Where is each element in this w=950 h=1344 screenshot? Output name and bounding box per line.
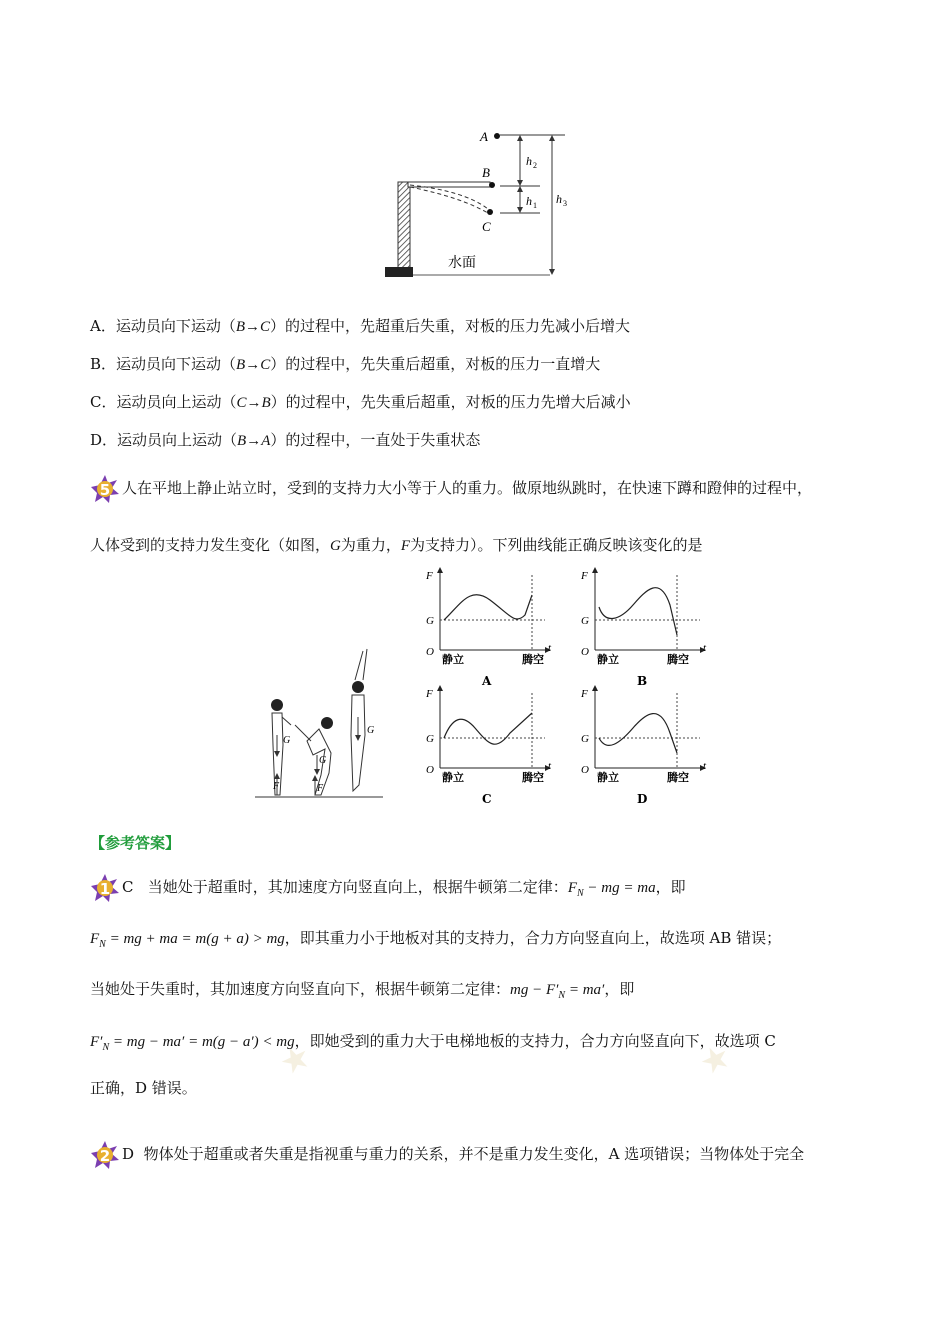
graph-letter: B (637, 674, 648, 688)
svg-text:2: 2 (99, 1147, 111, 1165)
axis-g-label: G (426, 615, 434, 627)
force-curve (444, 595, 532, 620)
answer-1-line4: $F'_N$ = mg − ma′ = m(g − a′) < mg，即她受到的重力大于电梯地板的支持力，合力方向竖直向下，故选项 C (90, 1032, 776, 1053)
label-b: B (482, 165, 490, 180)
axis-f-label: F (426, 688, 433, 700)
answer-1-line1: 1 C 当她处于超重时，其加速度方向竖直向上，根据牛顿第二定律：$F_N$ − mg = ma，即 (90, 873, 686, 903)
graph-d (575, 683, 710, 808)
air-label: 腾空 (667, 771, 689, 784)
origin-label: O (581, 646, 589, 658)
air-label: 腾空 (522, 653, 544, 666)
answer-header: 【参考答案】 (90, 834, 181, 852)
point-b (489, 182, 495, 188)
question-number-badge (90, 474, 120, 504)
axis-t-label: t (703, 760, 707, 772)
answer-1-choice: C (122, 878, 134, 896)
label-h3: h (556, 192, 562, 206)
graph-letter: C (482, 792, 492, 806)
graph-b (575, 565, 710, 690)
option-d: D．运动员向上运动（B→A）的过程中，一直处于失重状态 (90, 431, 481, 449)
axis-g-label: G (581, 615, 589, 627)
label-h2: h (526, 154, 532, 168)
graph-letter: A (482, 674, 492, 688)
axis-g-label: G (426, 733, 434, 745)
person1-f: F (273, 781, 280, 792)
air-label: 腾空 (667, 653, 689, 666)
graph-a (420, 565, 555, 690)
answer-2-choice: D (122, 1145, 135, 1163)
graph-letter: D (637, 792, 648, 806)
label-h2-sub: 2 (533, 161, 537, 170)
svg-text:5: 5 (99, 481, 111, 499)
graph-c (420, 683, 555, 808)
answer-1-line5: 正确，D 错误。 (90, 1079, 197, 1097)
jumping-person-figure (255, 645, 385, 800)
answer-1-line3: 当她处于失重时，其加速度方向竖直向下，根据牛顿第二定律：mg − $F'_N = ma'$，即 (90, 980, 635, 1001)
person2-g: G (319, 755, 327, 766)
axis-t-label: t (548, 642, 552, 654)
force-time-graphs (420, 565, 710, 810)
platform-base (385, 267, 413, 277)
label-h1: h (526, 194, 532, 208)
question-5 (90, 474, 812, 504)
axis-f-label: F (581, 570, 588, 582)
force-curve (599, 588, 677, 635)
svg-text:1: 1 (99, 880, 111, 898)
watermark: ★ (692, 1035, 738, 1085)
watermark: ★ (272, 1035, 318, 1085)
label-h3-sub: 3 (563, 199, 567, 208)
axis-t-label: t (548, 760, 552, 772)
answer-1-line2: $F_N$ = mg + ma = m(g + a) > mg，即其重力小于地板对其的支持力，合力方向竖直向上，故选项 AB 错误； (90, 929, 782, 950)
axis-f-label: F (426, 570, 433, 582)
answer-number-badge (90, 1140, 120, 1170)
air-label: 腾空 (522, 771, 544, 784)
answer-2: 2 D 物体处于超重或者失重是指视重与重力的关系，并不是重力发生变化，A 选项错误；当物体处于完全 (90, 1140, 804, 1170)
axis-f-label: F (581, 688, 588, 700)
label-c: C (482, 219, 491, 234)
stand-label: 静立 (597, 771, 619, 784)
option-c: C．运动员向上运动（C→B）的过程中，先失重后超重，对板的压力先增大后减小 (90, 393, 631, 411)
force-curve (444, 713, 532, 744)
force-curve (599, 714, 677, 753)
option-a: A．运动员向下运动（B→C）的过程中，先超重后失重，对板的压力先减小后增大 (90, 317, 631, 335)
label-a: A (480, 129, 488, 144)
springboard-diagram (380, 125, 580, 285)
question-5-line2: 人体受到的支持力发生变化（如图，G为重力，F为支持力）。下列曲线能正确反映该变化的是 (90, 536, 703, 554)
point-c (487, 209, 493, 215)
axis-g-label: G (581, 733, 589, 745)
stand-label: 静立 (442, 771, 464, 784)
origin-label: O (426, 764, 434, 776)
label-h1-sub: 1 (533, 201, 537, 210)
stand-label: 静立 (597, 653, 619, 666)
answer-number-badge (90, 873, 120, 903)
stand-label: 静立 (442, 653, 464, 666)
point-a (494, 133, 500, 139)
person1-g: G (283, 735, 291, 746)
question-5-line1: 人在平地上静止站立时，受到的支持力大小等于人的重力。做原地纵跳时，在快速下蹲和蹬伸的过程中， (122, 479, 813, 497)
origin-label: O (581, 764, 589, 776)
bent-board (410, 187, 488, 213)
bent-board (410, 185, 488, 209)
person3-g: G (367, 725, 375, 736)
option-b: B．运动员向下运动（B→C）的过程中，先失重后超重，对板的压力一直增大 (90, 355, 601, 373)
platform-column (398, 182, 410, 270)
water-label: 水面 (448, 255, 476, 271)
axis-t-label: t (703, 642, 707, 654)
origin-label: O (426, 646, 434, 658)
person2-f: F (317, 783, 324, 794)
